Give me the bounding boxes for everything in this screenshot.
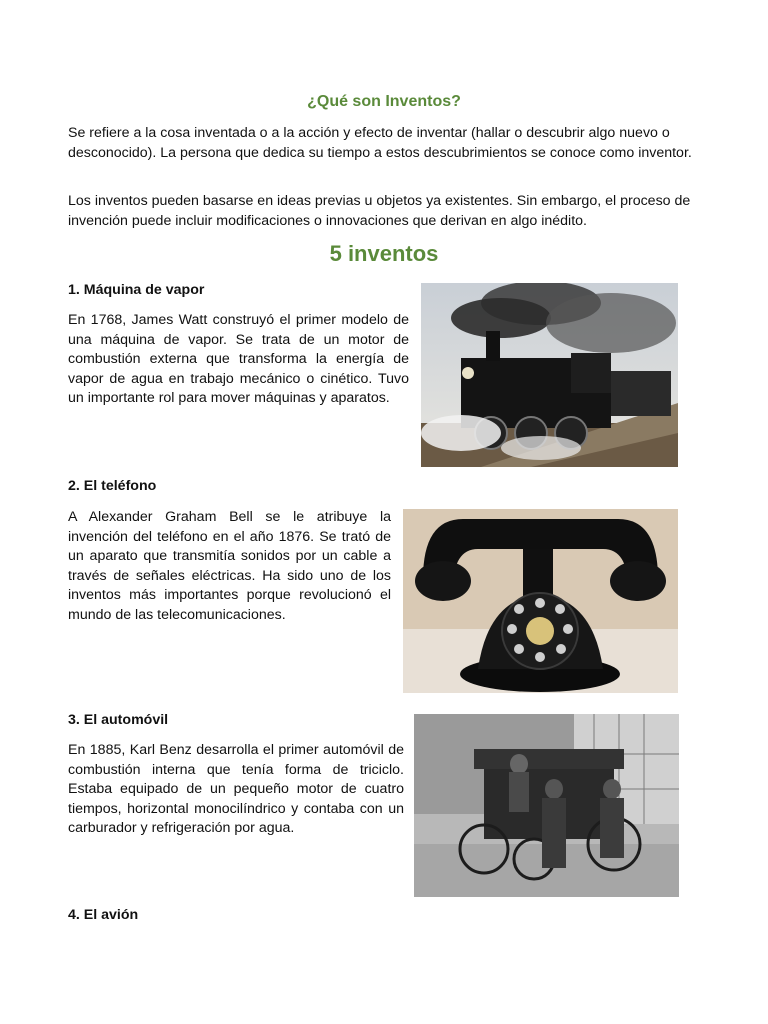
section-3-text: En 1885, Karl Benz desarrolla el primer automóvil de combustión interna que tenía forma de triciclo. Estaba equipado de un pequeño motor de cuatro tiempos, horizontal monocilíndrico y contaba con un carburador y refrigeración por agua. bbox=[68, 742, 404, 836]
section-2-heading: 2. El teléfono bbox=[68, 478, 157, 494]
section-4-heading: 4. El avión bbox=[68, 907, 139, 923]
intro-paragraph-1: Se refiere a la cosa inventada o a la acción y efecto de inventar (hallar o descubrir algo nuevo o desconocido). La persona que dedica su tiempo a estos descubrimientos se conoce como inventor. bbox=[68, 125, 692, 161]
early-automobile-image bbox=[414, 714, 679, 897]
page-title: ¿Qué son Inventos? bbox=[307, 93, 461, 110]
section-2-text: A Alexander Graham Bell se le atribuye la invención del teléfono en el año 1876. Se trató de un aparato que transmitía sonidos por un cable a través de señales eléctricas. Ha sido uno de los inventos más importantes porque revolucionó el mundo de las telecomunicaciones. bbox=[68, 509, 391, 623]
section-heading: 5 inventos bbox=[329, 241, 439, 266]
rotary-telephone-image bbox=[403, 509, 678, 693]
steam-locomotive-image bbox=[421, 283, 678, 467]
section-1-heading: 1. Máquina de vapor bbox=[68, 282, 205, 298]
section-1-text: En 1768, James Watt construyó el primer modelo de una máquina de vapor. Se trata de un motor de combustión externa que transforma la energía de vapor de agua en trabajo mecánico o cinético. Tuvo un importante rol para mover máquinas y aparatos. bbox=[68, 312, 409, 406]
section-3-heading: 3. El automóvil bbox=[68, 712, 169, 728]
intro-paragraph-2: Los inventos pueden basarse en ideas previas u objetos ya existentes. Sin embargo, el proceso de invención puede incluir modificaciones o innovaciones que derivan en algo inédito. bbox=[68, 193, 691, 229]
